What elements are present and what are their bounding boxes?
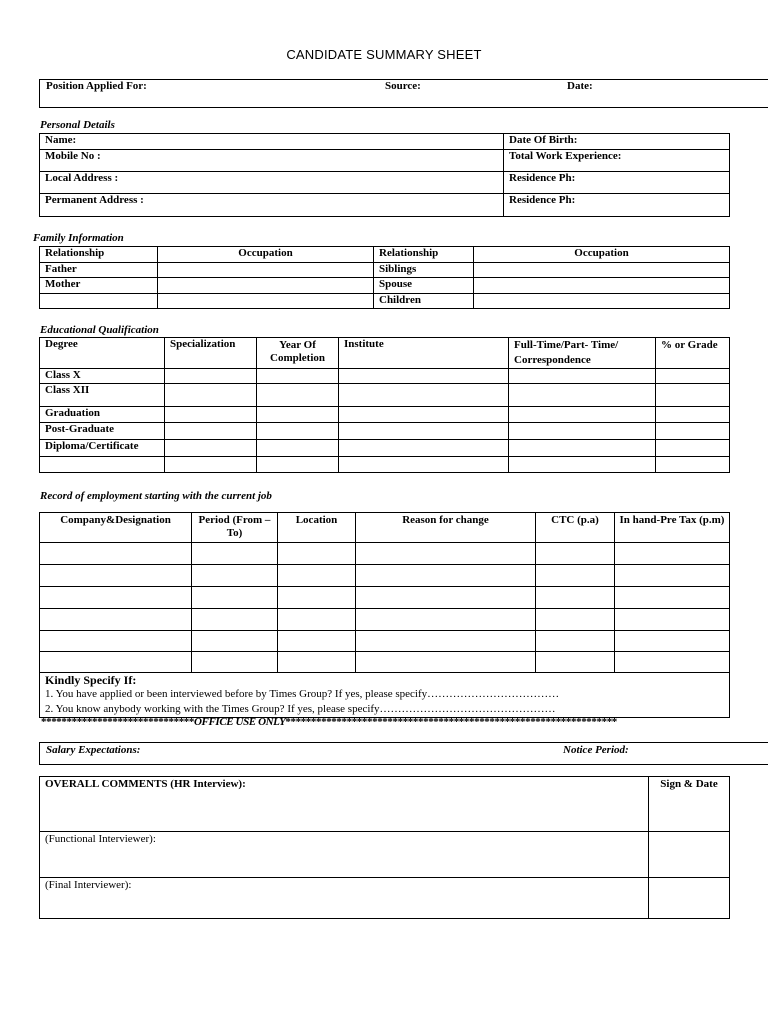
office-stars-left: ****************************** (41, 716, 195, 728)
employment-heading: Record of employment starting with the current job (40, 490, 272, 502)
edu-cell (339, 369, 509, 384)
family-header-relationship: Relationship (40, 247, 158, 263)
residence-phone-field: Residence Ph: (504, 172, 730, 194)
edu-cell (656, 457, 730, 473)
emp-cell (536, 609, 615, 631)
position-applied-label: Position Applied For: (46, 80, 147, 92)
date-label: Date: (567, 80, 593, 92)
edu-cell (257, 440, 339, 457)
emp-cell (278, 652, 356, 673)
emp-cell (278, 631, 356, 652)
page-title: CANDIDATE SUMMARY SHEET (286, 47, 482, 62)
edu-cell (257, 423, 339, 440)
edu-cell (165, 457, 257, 473)
family-cell: Father (40, 263, 158, 278)
emp-cell (356, 565, 536, 587)
edu-row-label: Class X (40, 369, 165, 384)
edu-cell (165, 423, 257, 440)
family-cell (474, 294, 730, 309)
emp-cell (356, 609, 536, 631)
emp-header-company: Company&Designation (40, 513, 192, 543)
emp-cell (40, 543, 192, 565)
family-information-heading: Family Information (33, 232, 124, 244)
emp-cell (192, 565, 278, 587)
residence-phone-field-2: Residence Ph: (504, 194, 730, 217)
edu-cell (165, 440, 257, 457)
edu-cell (339, 440, 509, 457)
family-cell (474, 278, 730, 294)
family-header-occupation-2: Occupation (474, 247, 730, 263)
family-cell: Spouse (374, 278, 474, 294)
edu-cell (257, 369, 339, 384)
office-use-only-label: OFFICE USE ONLY (194, 716, 286, 728)
edu-row-label (40, 457, 165, 473)
edu-cell (509, 369, 656, 384)
edu-header-degree: Degree (40, 338, 165, 369)
emp-cell (615, 652, 730, 673)
emp-header-location: Location (278, 513, 356, 543)
edu-cell (656, 384, 730, 407)
source-label: Source: (385, 80, 421, 92)
question-know-anybody: 2. You know anybody working with the Times Group? If yes, please specify………………………………………… (45, 703, 556, 715)
emp-header-period: Period (From – To) (192, 513, 278, 543)
family-cell: Children (374, 294, 474, 309)
edu-cell (257, 407, 339, 423)
emp-cell (40, 652, 192, 673)
edu-header-year: Year Of Completion (257, 338, 339, 369)
edu-cell (257, 457, 339, 473)
education-heading: Educational Qualification (40, 324, 159, 336)
edu-row-label: Diploma/Certificate (40, 440, 165, 457)
work-experience-field: Total Work Experience: (504, 150, 730, 172)
edu-cell (509, 407, 656, 423)
emp-cell (192, 652, 278, 673)
emp-header-ctc: CTC (p.a) (536, 513, 615, 543)
family-information-table (39, 246, 730, 309)
permanent-address-field: Permanent Address : (40, 194, 504, 217)
family-header-occupation: Occupation (158, 247, 374, 263)
emp-cell (278, 543, 356, 565)
personal-details-heading: Personal Details (40, 119, 115, 131)
edu-cell (165, 369, 257, 384)
family-cell (158, 263, 374, 278)
emp-cell (40, 587, 192, 609)
local-address-field: Local Address : (40, 172, 504, 194)
office-stars-right: ***************************************************************** (285, 716, 617, 728)
edu-cell (656, 423, 730, 440)
emp-cell (536, 565, 615, 587)
edu-header-grade: % or Grade (656, 338, 730, 369)
emp-header-inhand: In hand-Pre Tax (p.m) (615, 513, 730, 543)
family-cell: Siblings (374, 263, 474, 278)
emp-cell (536, 543, 615, 565)
comments-table (39, 776, 730, 919)
dob-field: Date Of Birth: (504, 134, 730, 150)
emp-header-reason: Reason for change (356, 513, 536, 543)
final-interviewer-cell: (Final Interviewer): (40, 878, 649, 919)
emp-cell (536, 587, 615, 609)
edu-cell (339, 407, 509, 423)
family-cell: Mother (40, 278, 158, 294)
emp-cell (615, 609, 730, 631)
emp-cell (615, 631, 730, 652)
edu-cell (656, 369, 730, 384)
edu-cell (339, 457, 509, 473)
edu-cell (509, 384, 656, 407)
emp-cell (356, 543, 536, 565)
edu-row-label: Class XII (40, 384, 165, 407)
emp-cell (278, 565, 356, 587)
edu-cell (339, 423, 509, 440)
edu-cell (165, 407, 257, 423)
emp-cell (615, 587, 730, 609)
overall-comments-cell: OVERALL COMMENTS (HR Interview): (40, 777, 649, 832)
question-applied-before: 1. You have applied or been interviewed before by Times Group? If yes, please specify……………………………… (45, 688, 560, 700)
emp-cell (278, 609, 356, 631)
emp-cell (192, 543, 278, 565)
emp-cell (536, 652, 615, 673)
edu-cell (509, 440, 656, 457)
edu-header-mode: Full-Time/Part- Time/ Correspondence (509, 338, 656, 369)
sign-date-cell: Sign & Date (649, 777, 730, 832)
emp-cell (536, 631, 615, 652)
salary-expectations-label: Salary Expectations: (46, 744, 141, 756)
employment-table (39, 512, 730, 718)
office-use-only-banner (41, 716, 617, 728)
kindly-specify-label: Kindly Specify If: (45, 673, 137, 687)
emp-cell (192, 631, 278, 652)
family-cell (158, 278, 374, 294)
emp-cell (192, 609, 278, 631)
notice-period-label: Notice Period: (563, 744, 629, 756)
functional-interviewer-cell: (Functional Interviewer): (40, 832, 649, 878)
salary-row (39, 742, 768, 765)
mobile-field: Mobile No : (40, 150, 504, 172)
final-sign-cell (649, 878, 730, 919)
emp-cell (356, 631, 536, 652)
education-table (39, 337, 730, 473)
emp-cell (615, 543, 730, 565)
family-cell (158, 294, 374, 309)
emp-cell (278, 587, 356, 609)
edu-cell (656, 440, 730, 457)
edu-header-specialization: Specialization (165, 338, 257, 369)
edu-cell (257, 384, 339, 407)
functional-sign-cell (649, 832, 730, 878)
emp-cell (192, 587, 278, 609)
kindly-specify-cell (40, 673, 730, 718)
edu-header-institute: Institute (339, 338, 509, 369)
edu-cell (509, 423, 656, 440)
edu-row-label: Graduation (40, 407, 165, 423)
family-header-relationship-2: Relationship (374, 247, 474, 263)
emp-cell (356, 587, 536, 609)
edu-cell (165, 384, 257, 407)
emp-cell (615, 565, 730, 587)
emp-cell (40, 631, 192, 652)
emp-cell (356, 652, 536, 673)
name-field: Name: (40, 134, 504, 150)
edu-cell (656, 407, 730, 423)
family-cell (474, 263, 730, 278)
edu-cell (339, 384, 509, 407)
edu-cell (509, 457, 656, 473)
personal-details-table (39, 133, 730, 217)
edu-row-label: Post-Graduate (40, 423, 165, 440)
family-cell (40, 294, 158, 309)
emp-cell (40, 609, 192, 631)
emp-cell (40, 565, 192, 587)
